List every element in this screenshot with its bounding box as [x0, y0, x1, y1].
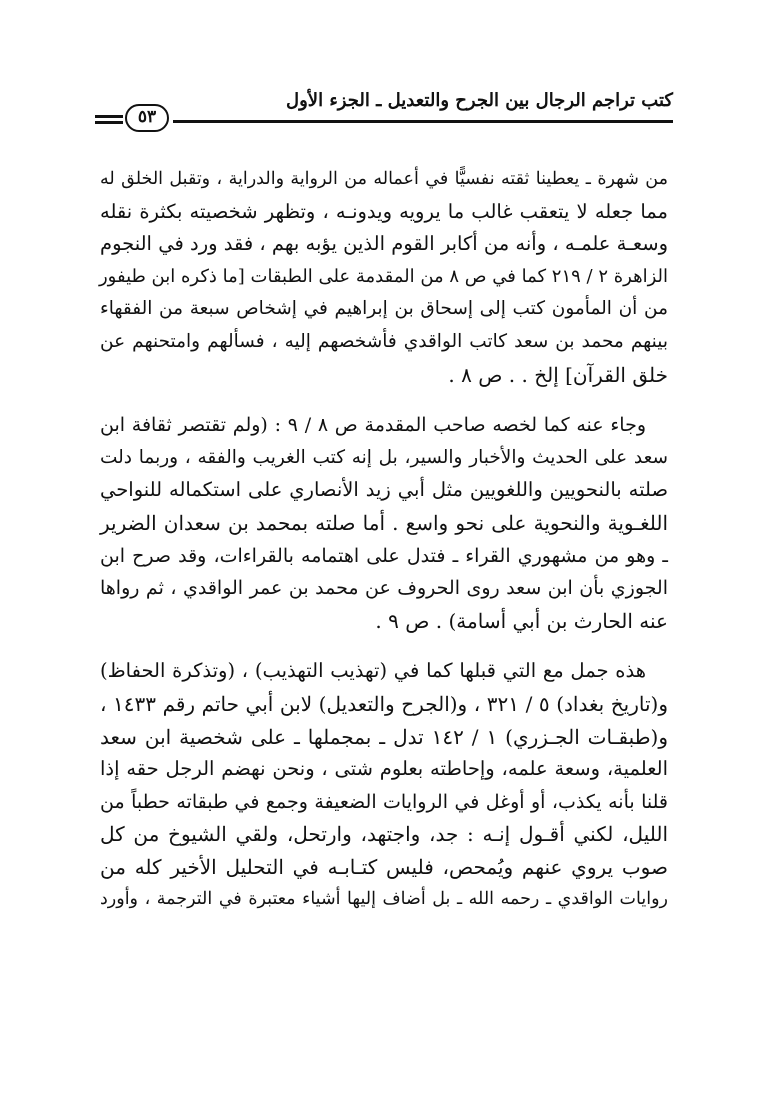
text-line: الجوزي بأن ابن سعد روى الحروف عن محمد بن عمر الواقدي ، ثم رواها	[100, 577, 668, 600]
header-rule-left-top	[95, 115, 123, 118]
text-line: قلنا بأنه يكذب، أو أوغل في الروايات الضعيفة وجمع في طبقاته حطباً من	[100, 790, 668, 813]
header-rule	[173, 120, 673, 123]
text-line: من أن المأمون كتب إلى إسحاق بن إبراهيم في إشخاص سبعة من الفقهاء	[100, 298, 668, 320]
paragraph-3	[100, 655, 668, 916]
text-line: العلمية، وسعة علمه، وإحاطته بعلوم شتى ، ونحن نهضم الرجل حقه إذا	[100, 757, 668, 781]
text-line: من شهرة ـ يعطينا ثقته نفسيًّا في أعماله من الرواية والدراية ، وتقبل الخلق له	[100, 169, 668, 189]
text-line: وجاء عنه كما لخصه صاحب المقدمة ص ٨ / ٩ : (ولم تقتصر ثقافة ابن	[100, 414, 647, 437]
paragraph-1	[100, 163, 668, 391]
text-line: بينهم محمد بن سعد كاتب الواقدي فأشخصهم إليه ، فسألهم وامتحنهم عن	[100, 330, 668, 352]
text-line: اللغـوية والنحوية على نحو واسع . أما صلته بمحمد بن سعدان الضرير	[100, 510, 668, 535]
text-line: الزاهرة ٢ / ٢١٩ كما في ص ٨ من المقدمة على الطبقات [ما ذكره ابن طيفور	[98, 265, 668, 287]
text-line: و(تاريخ بغداد) ٥ / ٣٢١ ، و(الجرح والتعديل) لابن أبي حاتم رقم ١٤٣٣ ،	[100, 691, 669, 716]
text-line: صلته بالنحويين واللغويين مثل أبي زيد الأنصاري على استكماله للنواحي	[100, 478, 668, 502]
paragraph-2	[100, 409, 668, 637]
text-line: مما جعله لا يتعقب غالب ما يرويه ويدونـه ، وتظهر شخصيته بكثرة نقله	[100, 199, 668, 223]
text-line: ـ وهو من مشهوري القراء ـ فتدل على اهتمامه بالقراءات، وقد صرح ابن	[100, 544, 668, 567]
running-header	[95, 88, 673, 134]
text-line: صوب يروي عنهم ويُمحص، فليس كتـابـه في التحليل الأخير كله من	[100, 854, 668, 879]
body-text	[100, 163, 668, 934]
text-line: الليل، لكني أقـول إنـه : جد، واجتهد، وارتحل، ولقي الشيوخ من كل	[100, 822, 668, 847]
header-title: كتب تراجم الرجال بين الجرح والتعديل ـ الجزء الأول	[286, 90, 673, 111]
text-line: وسعـة علمـه ، وأنه من أكابر القوم الذين يؤبه بهم ، فقد ورد في النجوم	[100, 232, 668, 256]
text-line: عنه الحارث بن أبي أسامة) . ص ٩ .	[375, 608, 668, 633]
text-line: هذه جمل مع التي قبلها كما في (تهذيب التهذيب) ، (وتذكرة الحفاظ)	[100, 659, 646, 683]
text-line: خلق القرآن] إلخ . . ص ٨ .	[448, 362, 668, 387]
text-line: سعد على الحديث والأخبار والسير، بل إنه كتب الغريب والفقه ، وربما دلت	[100, 446, 668, 468]
text-line: روايات الواقدي ـ رحمه الله ـ بل أضاف إليها أشياء معتبرة في الترجمة ، وأورد	[100, 889, 668, 910]
page-number: ٥٣	[125, 104, 169, 132]
text-line: و(طبقـات الجـزري) ١ / ١٤٢ تدل ـ بمجملها ـ على شخصية ابن سعد	[100, 724, 668, 749]
header-rule-left-bottom	[95, 121, 123, 124]
